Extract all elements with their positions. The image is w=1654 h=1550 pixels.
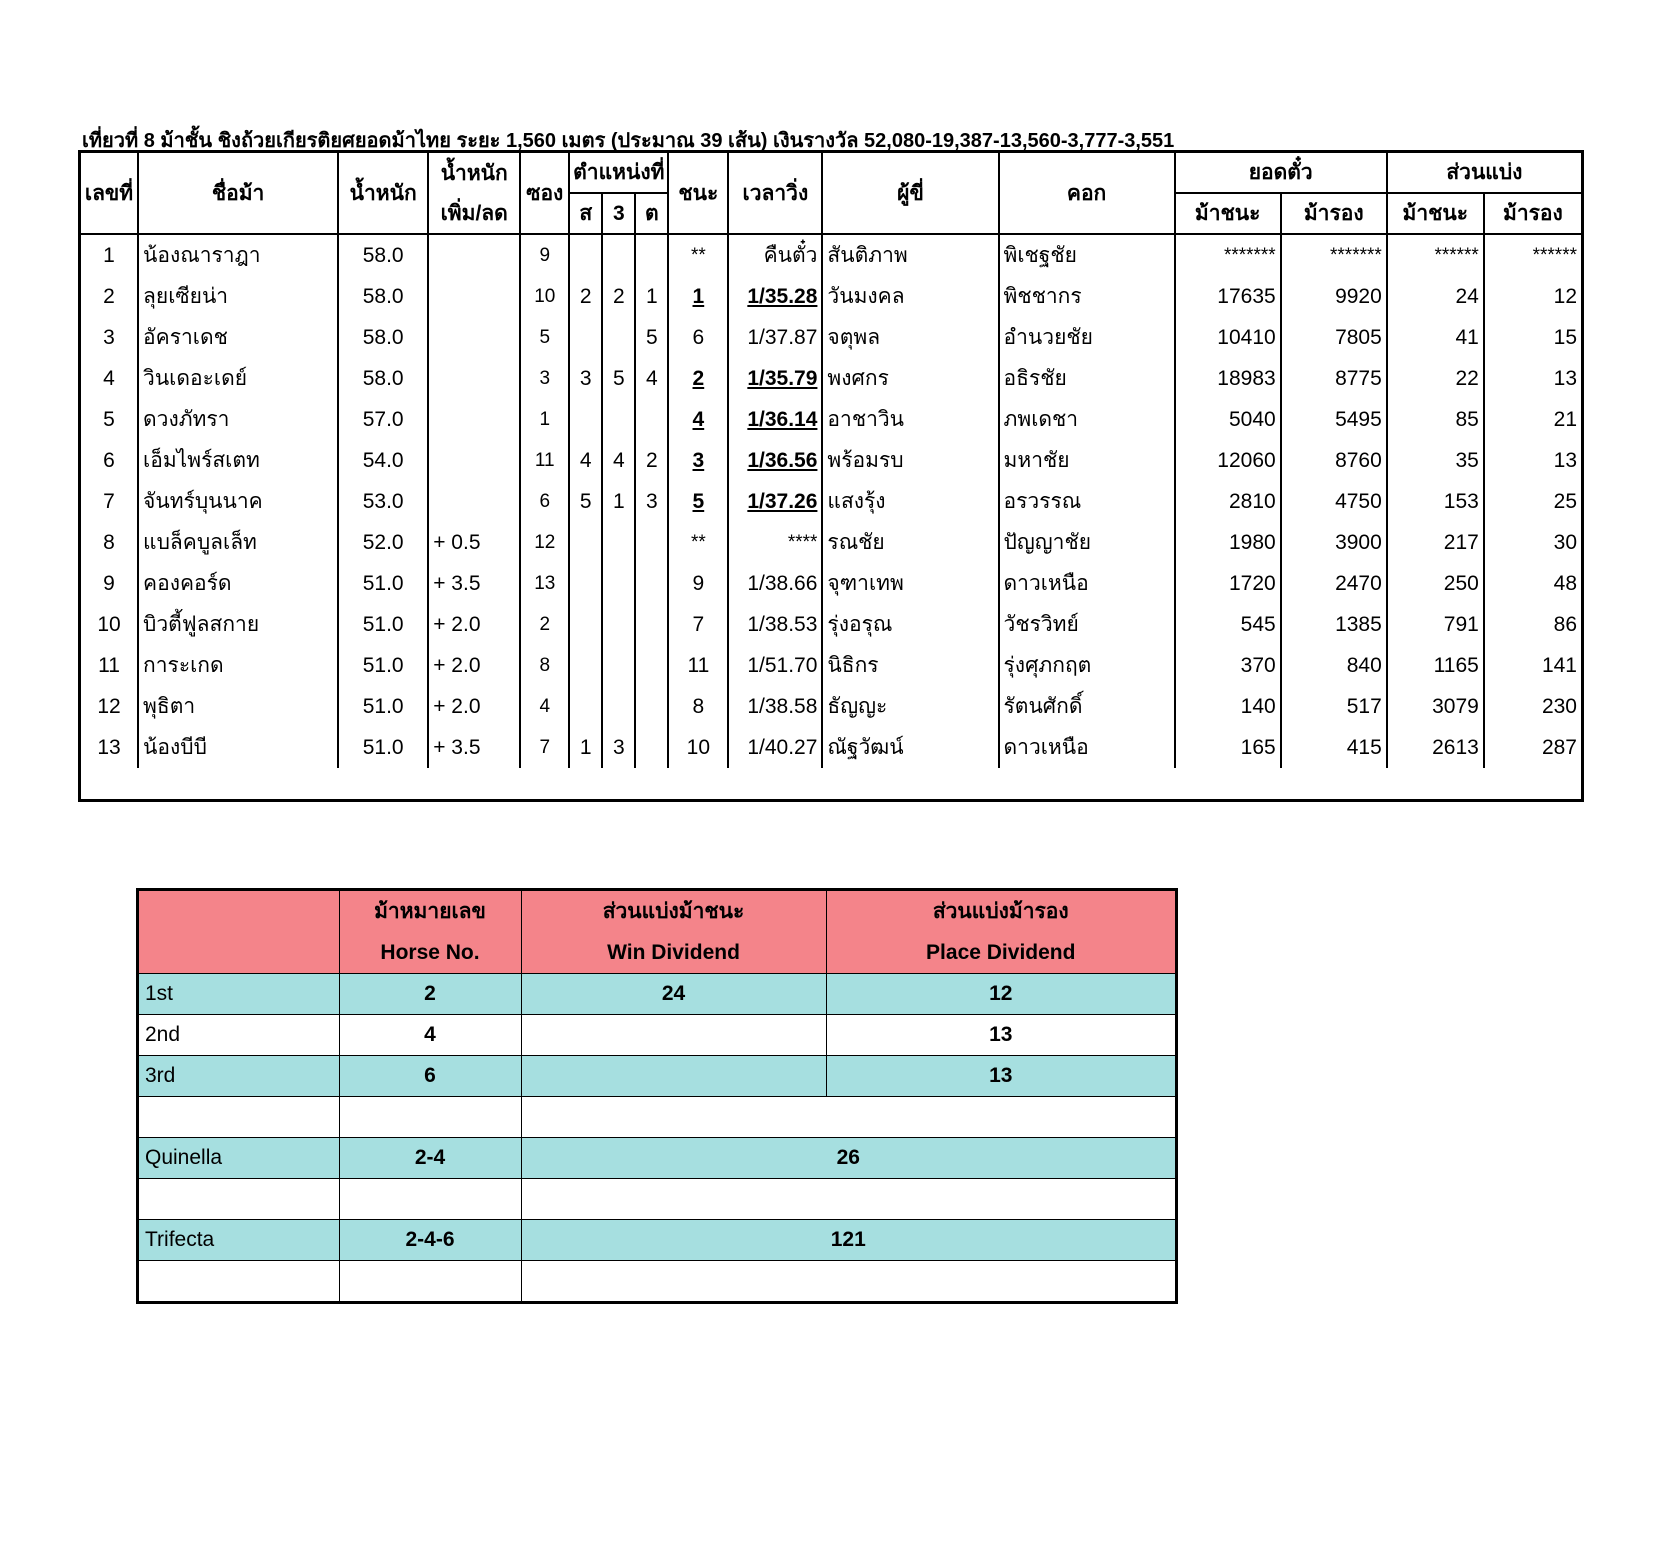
blank-cell	[521, 1097, 1175, 1138]
row-label: Trifecta	[139, 1220, 339, 1261]
position-2	[602, 234, 635, 276]
finish-position: 2	[668, 358, 728, 399]
row-label: Quinella	[139, 1138, 339, 1179]
finish-position: 10	[668, 727, 728, 768]
col-finish-header: ชนะ	[668, 153, 728, 234]
position-1	[569, 604, 602, 645]
row-number: 9	[81, 563, 138, 604]
weight-change	[428, 234, 520, 276]
weight-change: + 2.0	[428, 686, 520, 727]
tote-win: 12060	[1175, 440, 1281, 481]
weight: 54.0	[338, 440, 428, 481]
weight-change	[428, 276, 520, 317]
col-jockey-header: ผู้ขี่	[822, 153, 998, 234]
tote-place: 517	[1281, 686, 1387, 727]
position-3: 5	[635, 317, 668, 358]
trainer-name: ดาวเหนือ	[999, 727, 1175, 768]
col-pos-1-header: ส	[569, 193, 602, 234]
finish-position: 6	[668, 317, 728, 358]
dividend-win: 217	[1387, 522, 1484, 563]
horse-name: วินเดอะเดย์	[138, 358, 338, 399]
position-3	[635, 234, 668, 276]
result-row	[81, 686, 1581, 727]
dividend-place: 13	[1484, 440, 1581, 481]
position-2	[602, 399, 635, 440]
dividend-win: 153	[1387, 481, 1484, 522]
dividend-win: 41	[1387, 317, 1484, 358]
jockey-name: ธัญญะ	[822, 686, 998, 727]
tote-win: *******	[1175, 234, 1281, 276]
blank-cell	[339, 1261, 521, 1302]
col-weight-change-header-bottom: เพิ่ม/ลด	[428, 193, 520, 234]
position-3	[635, 563, 668, 604]
blank-cell	[339, 1179, 521, 1220]
position-3	[635, 686, 668, 727]
row-number: 11	[81, 645, 138, 686]
row-number: 12	[81, 686, 138, 727]
finish-position: 4	[668, 399, 728, 440]
weight-change	[428, 399, 520, 440]
dividend-win: 3079	[1387, 686, 1484, 727]
dividend-place: 25	[1484, 481, 1581, 522]
tote-win: 18983	[1175, 358, 1281, 399]
row-label: 1st	[139, 974, 339, 1015]
position-2: 3	[602, 727, 635, 768]
result-row	[81, 604, 1581, 645]
dividend-place: ******	[1484, 234, 1581, 276]
jockey-name: พงศกร	[822, 358, 998, 399]
weight-change: + 2.0	[428, 604, 520, 645]
horse-combination: 2-4	[339, 1138, 521, 1179]
dividend-place: 12	[1484, 276, 1581, 317]
tote-place: 2470	[1281, 563, 1387, 604]
row-number: 6	[81, 440, 138, 481]
result-row	[81, 358, 1581, 399]
tote-place: 5495	[1281, 399, 1387, 440]
jockey-name: จตุพล	[822, 317, 998, 358]
tote-place: 4750	[1281, 481, 1387, 522]
trainer-name: รุ่งศุภกฤต	[999, 645, 1175, 686]
weight: 58.0	[338, 276, 428, 317]
dividend-win: 1165	[1387, 645, 1484, 686]
horse-no-header-en: Horse No.	[380, 941, 480, 964]
weight: 53.0	[338, 481, 428, 522]
dividend-win: 250	[1387, 563, 1484, 604]
horse-name: ดวงภัทรา	[138, 399, 338, 440]
col-trainer-header: คอก	[999, 153, 1175, 234]
horse-name: แบล็คบูลเล็ท	[138, 522, 338, 563]
col-tote-place-header: ม้ารอง	[1281, 193, 1387, 234]
position-1	[569, 563, 602, 604]
tote-place: 8760	[1281, 440, 1387, 481]
jockey-name: วันมงคล	[822, 276, 998, 317]
tote-place: 1385	[1281, 604, 1387, 645]
gate: 4	[520, 686, 569, 727]
race-time: 1/38.66	[728, 563, 822, 604]
horse-name: คองคอร์ด	[138, 563, 338, 604]
horse-name: บิวตี้ฟูลสกาย	[138, 604, 338, 645]
tote-win: 165	[1175, 727, 1281, 768]
blank-cell	[339, 1097, 521, 1138]
trainer-name: พิชชากร	[999, 276, 1175, 317]
weight: 51.0	[338, 563, 428, 604]
finish-position: **	[668, 234, 728, 276]
finish-position: 8	[668, 686, 728, 727]
col-pos-3-header: ต	[635, 193, 668, 234]
trainer-name: อธิรชัย	[999, 358, 1175, 399]
win-dividend-header-en: Win Dividend	[607, 941, 740, 964]
weight-change	[428, 358, 520, 399]
horse-no-header	[339, 891, 521, 974]
gate: 11	[520, 440, 569, 481]
position-3	[635, 727, 668, 768]
dividend-place: 287	[1484, 727, 1581, 768]
weight: 57.0	[338, 399, 428, 440]
col-position-header: ตำแหน่งที่	[569, 153, 668, 193]
jockey-name: ณัฐวัฒน์	[822, 727, 998, 768]
position-3	[635, 645, 668, 686]
blank-cell	[139, 1179, 339, 1220]
race-time: 1/36.14	[728, 399, 822, 440]
weight: 58.0	[338, 234, 428, 276]
row-number: 3	[81, 317, 138, 358]
col-div-win-header: ม้าชนะ	[1387, 193, 1484, 234]
horse-name: น้องบีบี	[138, 727, 338, 768]
finish-position: 1	[668, 276, 728, 317]
place-dividend: 12	[826, 974, 1175, 1015]
row-number: 2	[81, 276, 138, 317]
result-row	[81, 481, 1581, 522]
jockey-name: จุฑาเทพ	[822, 563, 998, 604]
weight: 51.0	[338, 727, 428, 768]
col-weight-header: น้ำหนัก	[338, 153, 428, 234]
col-div-place-header: ม้ารอง	[1484, 193, 1581, 234]
weight-change	[428, 440, 520, 481]
result-row	[81, 276, 1581, 317]
race-time: 1/51.70	[728, 645, 822, 686]
weight-change: + 3.5	[428, 563, 520, 604]
jockey-name: นิธิกร	[822, 645, 998, 686]
trainer-name: รัตนศักดิ์	[999, 686, 1175, 727]
row-label: 3rd	[139, 1056, 339, 1097]
trainer-name: วัชรวิทย์	[999, 604, 1175, 645]
horse-combination: 2-4-6	[339, 1220, 521, 1261]
position-1: 4	[569, 440, 602, 481]
position-3	[635, 522, 668, 563]
jockey-name: แสงรุ้ง	[822, 481, 998, 522]
race-title: เที่ยวที่ 8 ม้าชั้น ชิงถ้วยเกียรติยศยอดม้าไทย ระยะ 1,560 เมตร (ประมาณ 39 เส้น) เงินรางวัล 52,080-19,387-13,560-3,777-3,551	[82, 130, 1175, 152]
position-2	[602, 563, 635, 604]
position-2	[602, 522, 635, 563]
horse-no-header-th: ม้าหมายเลข	[374, 900, 486, 923]
horse-number: 4	[339, 1015, 521, 1056]
dividend-row-3rd	[139, 1056, 1175, 1097]
col-weight-change-header-top: น้ำหนัก	[428, 153, 520, 193]
finish-position: 7	[668, 604, 728, 645]
weight-change	[428, 481, 520, 522]
position-3	[635, 399, 668, 440]
gate: 1	[520, 399, 569, 440]
row-number: 7	[81, 481, 138, 522]
jockey-name: อาชาวิน	[822, 399, 998, 440]
horse-number: 2	[339, 974, 521, 1015]
trainer-name: ปัญญาชัย	[999, 522, 1175, 563]
win-dividend	[521, 1056, 826, 1097]
horse-name: ลุยเซียน่า	[138, 276, 338, 317]
position-1	[569, 234, 602, 276]
horse-name: จันทร์บุนนาค	[138, 481, 338, 522]
gate: 13	[520, 563, 569, 604]
finish-position: 11	[668, 645, 728, 686]
result-row	[81, 317, 1581, 358]
jockey-name: สันติภาพ	[822, 234, 998, 276]
col-time-header: เวลาวิ่ง	[728, 153, 822, 234]
weight: 51.0	[338, 686, 428, 727]
dividend-win: 85	[1387, 399, 1484, 440]
race-time: 1/37.87	[728, 317, 822, 358]
position-2: 5	[602, 358, 635, 399]
horse-name: เอ็มไพร์สเตท	[138, 440, 338, 481]
trainer-name: พิเชฐชัย	[999, 234, 1175, 276]
tote-win: 1720	[1175, 563, 1281, 604]
dividend-place: 141	[1484, 645, 1581, 686]
gate: 12	[520, 522, 569, 563]
position-1: 5	[569, 481, 602, 522]
position-1: 3	[569, 358, 602, 399]
position-3: 2	[635, 440, 668, 481]
blank-cell	[139, 1097, 339, 1138]
position-2	[602, 686, 635, 727]
dividend-row-trifecta	[139, 1220, 1175, 1261]
tote-win: 1980	[1175, 522, 1281, 563]
row-number: 13	[81, 727, 138, 768]
quinella-dividend: 26	[521, 1138, 1175, 1179]
place-dividend-header-th: ส่วนแบ่งม้ารอง	[932, 900, 1069, 923]
tote-win: 2810	[1175, 481, 1281, 522]
result-row	[81, 522, 1581, 563]
col-pos-2-header: 3	[602, 193, 635, 234]
blank-cell	[521, 1261, 1175, 1302]
weight-change: + 3.5	[428, 727, 520, 768]
gate: 6	[520, 481, 569, 522]
result-row	[81, 234, 1581, 276]
col-tote-win-header: ม้าชนะ	[1175, 193, 1281, 234]
tote-win: 545	[1175, 604, 1281, 645]
gate: 2	[520, 604, 569, 645]
dividend-win: 791	[1387, 604, 1484, 645]
row-number: 1	[81, 234, 138, 276]
col-gate-header: ซอง	[520, 153, 569, 234]
dividend-place: 230	[1484, 686, 1581, 727]
dividend-place: 13	[1484, 358, 1581, 399]
weight: 51.0	[338, 645, 428, 686]
weight: 51.0	[338, 604, 428, 645]
dividend-place: 48	[1484, 563, 1581, 604]
result-row	[81, 440, 1581, 481]
result-row	[81, 399, 1581, 440]
row-label: 2nd	[139, 1015, 339, 1056]
finish-position: **	[668, 522, 728, 563]
tote-place: 7805	[1281, 317, 1387, 358]
race-results-table	[78, 150, 1584, 802]
trainer-name: อรวรรณ	[999, 481, 1175, 522]
race-time: 1/36.56	[728, 440, 822, 481]
race-time: 1/38.58	[728, 686, 822, 727]
dividend-row-blank	[139, 1261, 1175, 1302]
result-row	[81, 563, 1581, 604]
result-row	[81, 645, 1581, 686]
weight-change: + 2.0	[428, 645, 520, 686]
win-dividend	[521, 1015, 826, 1056]
tote-win: 17635	[1175, 276, 1281, 317]
row-number: 5	[81, 399, 138, 440]
blank-cell	[521, 1179, 1175, 1220]
results-body	[81, 234, 1581, 768]
position-2	[602, 317, 635, 358]
horse-name: น้องณาราฎา	[138, 234, 338, 276]
tote-place: 8775	[1281, 358, 1387, 399]
dividend-place: 86	[1484, 604, 1581, 645]
horse-name: พุธิตา	[138, 686, 338, 727]
dividend-win: 22	[1387, 358, 1484, 399]
gate: 8	[520, 645, 569, 686]
position-2: 1	[602, 481, 635, 522]
weight: 52.0	[338, 522, 428, 563]
dividend-row-1st	[139, 974, 1175, 1015]
tote-win: 140	[1175, 686, 1281, 727]
position-2	[602, 604, 635, 645]
col-no-header: เลขที่	[81, 153, 138, 234]
tote-place: *******	[1281, 234, 1387, 276]
finish-position: 5	[668, 481, 728, 522]
position-1: 2	[569, 276, 602, 317]
tote-win: 10410	[1175, 317, 1281, 358]
win-dividend-header-th: ส่วนแบ่งม้าชนะ	[602, 900, 745, 923]
tote-place: 3900	[1281, 522, 1387, 563]
col-tote-header: ยอดตั๋ว	[1175, 153, 1387, 193]
tote-place: 9920	[1281, 276, 1387, 317]
dividend-summary-table	[136, 888, 1178, 1304]
win-dividend: 24	[521, 974, 826, 1015]
race-time: 1/40.27	[728, 727, 822, 768]
col-dividend-header: ส่วนแบ่ง	[1387, 153, 1581, 193]
dividend-header-blank	[139, 891, 339, 974]
race-time: ****	[728, 522, 822, 563]
trainer-name: มหาชัย	[999, 440, 1175, 481]
dividend-win: ******	[1387, 234, 1484, 276]
dividend-row-quinella	[139, 1138, 1175, 1179]
place-dividend-header	[826, 891, 1175, 974]
trainer-name: ดาวเหนือ	[999, 563, 1175, 604]
trainer-name: ภพเดชา	[999, 399, 1175, 440]
gate: 5	[520, 317, 569, 358]
place-dividend: 13	[826, 1056, 1175, 1097]
position-1	[569, 399, 602, 440]
dividend-row-2nd	[139, 1015, 1175, 1056]
row-number: 8	[81, 522, 138, 563]
trainer-name: อำนวยชัย	[999, 317, 1175, 358]
position-2: 4	[602, 440, 635, 481]
weight-change: + 0.5	[428, 522, 520, 563]
jockey-name: รุ่งอรุณ	[822, 604, 998, 645]
jockey-name: พร้อมรบ	[822, 440, 998, 481]
tote-place: 840	[1281, 645, 1387, 686]
position-1: 1	[569, 727, 602, 768]
race-time: คืนตั๋ว	[728, 234, 822, 276]
place-dividend: 13	[826, 1015, 1175, 1056]
gate: 9	[520, 234, 569, 276]
gate: 10	[520, 276, 569, 317]
dividend-place: 21	[1484, 399, 1581, 440]
place-dividend-header-en: Place Dividend	[926, 941, 1076, 964]
race-time: 1/38.53	[728, 604, 822, 645]
col-horse-header: ชื่อม้า	[138, 153, 338, 234]
tote-win: 5040	[1175, 399, 1281, 440]
position-3: 4	[635, 358, 668, 399]
horse-name: อัคราเดช	[138, 317, 338, 358]
jockey-name: รณชัย	[822, 522, 998, 563]
race-time: 1/35.79	[728, 358, 822, 399]
row-number: 4	[81, 358, 138, 399]
trifecta-dividend: 121	[521, 1220, 1175, 1261]
row-number: 10	[81, 604, 138, 645]
weight-change	[428, 317, 520, 358]
tote-win: 370	[1175, 645, 1281, 686]
dividend-win: 24	[1387, 276, 1484, 317]
dividend-place: 30	[1484, 522, 1581, 563]
horse-name: การะเกด	[138, 645, 338, 686]
gate: 7	[520, 727, 569, 768]
dividend-row-blank	[139, 1179, 1175, 1220]
blank-cell	[139, 1261, 339, 1302]
position-1	[569, 686, 602, 727]
position-1	[569, 522, 602, 563]
tote-place: 415	[1281, 727, 1387, 768]
gate: 3	[520, 358, 569, 399]
dividend-win: 35	[1387, 440, 1484, 481]
weight: 58.0	[338, 317, 428, 358]
race-time: 1/37.26	[728, 481, 822, 522]
dividend-win: 2613	[1387, 727, 1484, 768]
race-time: 1/35.28	[728, 276, 822, 317]
finish-position: 3	[668, 440, 728, 481]
finish-position: 9	[668, 563, 728, 604]
position-1	[569, 645, 602, 686]
position-3: 3	[635, 481, 668, 522]
horse-number: 6	[339, 1056, 521, 1097]
position-3: 1	[635, 276, 668, 317]
position-3	[635, 604, 668, 645]
position-2	[602, 645, 635, 686]
win-dividend-header	[521, 891, 826, 974]
dividend-row-blank	[139, 1097, 1175, 1138]
position-1	[569, 317, 602, 358]
result-row	[81, 727, 1581, 768]
weight: 58.0	[338, 358, 428, 399]
dividend-place: 15	[1484, 317, 1581, 358]
position-2: 2	[602, 276, 635, 317]
